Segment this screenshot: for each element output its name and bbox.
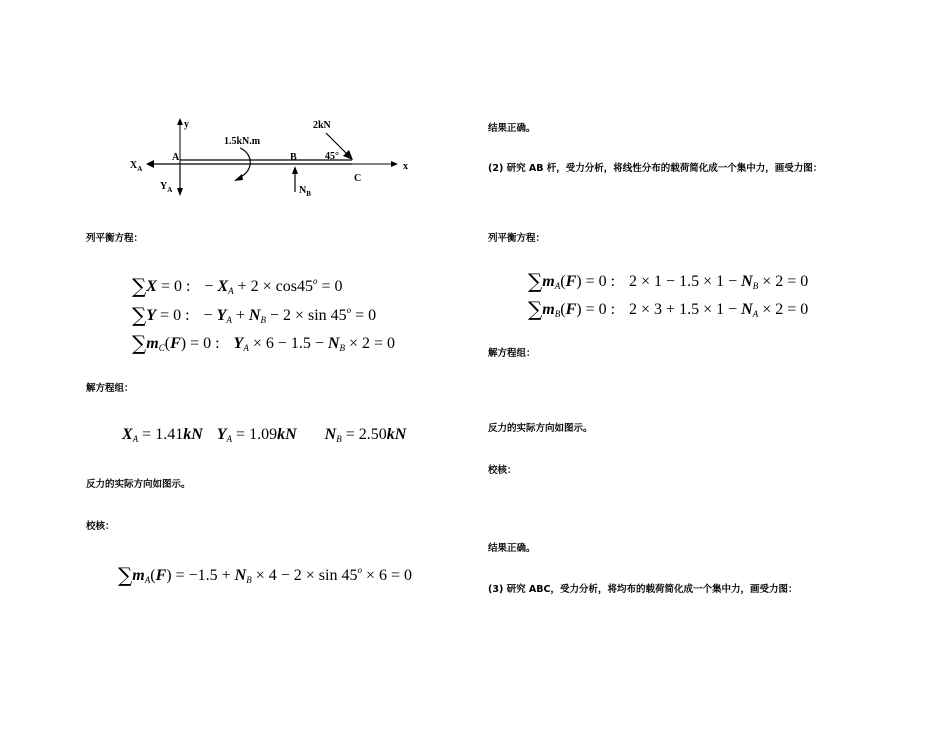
y-axis-arrow	[177, 118, 183, 125]
angle-label: 45°	[325, 151, 339, 162]
right-part2-text: (2) 研究 AB 杆，受力分析，将线性分布的载荷简化成一个集中力，画受力图：	[488, 163, 823, 174]
x-axis-label: x	[403, 161, 408, 172]
left-heading-solve: 解方程组：	[86, 383, 134, 394]
point-b-label: B	[290, 152, 297, 163]
y-axis-label: y	[184, 119, 189, 130]
point-a-label: A	[172, 152, 180, 163]
right-heading-check: 校核：	[488, 465, 517, 476]
right-equation-1: $\sum m_A(F) = 0$ : $2 \times 1 - 1.5 \times 1 - N_B \times 2 = 0$	[528, 269, 809, 293]
left-reaction-text: 反力的实际方向如图示。	[86, 479, 191, 490]
moment-arrow	[234, 174, 243, 181]
right-equation-2: $\sum m_B(F) = 0$ : $2 \times 3 + 1.5 \times 1 - N_A \times 2 = 0$	[528, 297, 809, 321]
right-result-ok-1: 结果正确。	[488, 123, 536, 134]
moment-arc	[238, 148, 250, 178]
left-equation-1: ∑X = 0 : − $X_A + 2 \times \cos 45^o = 0$	[132, 274, 343, 298]
right-reaction-text: 反力的实际方向如图示。	[488, 423, 593, 434]
left-solution: $X_A = 1.41kN$ $Y_A = 1.09kN$ $N_B = 2.50kN$	[122, 426, 407, 444]
nb-label: $N_B$	[299, 185, 311, 198]
force-label: 2kN	[313, 120, 331, 131]
left-heading-equations: 列平衡方程：	[86, 233, 144, 244]
left-equation-3: $\sum m_C(F) = 0$ : $Y_A \times 6 - 1.5 - N_B \times 2 = 0$	[132, 331, 396, 355]
right-result-ok-2: 结果正确。	[488, 543, 536, 554]
nb-force-arrow	[292, 166, 298, 174]
ya-label: $Y_A$	[160, 181, 173, 194]
left-equation-2: ∑Y = 0 : − $Y_A + N_B - 2 \times \sin 45^o = 0$	[132, 303, 377, 327]
right-part3-text: (3) 研究 ABC，受力分析，将均布的载荷简化成一个集中力，画受力图：	[488, 584, 798, 595]
point-c-label: C	[354, 173, 362, 184]
right-heading-equations: 列平衡方程：	[488, 233, 546, 244]
left-heading-check: 校核：	[86, 521, 115, 532]
left-check-equation: $\sum m_A(F) = -1.5 + N_B \times 4 - 2 \times \sin 45^o \times 6 = 0$	[118, 563, 412, 587]
xa-label: $X_A$	[130, 160, 143, 173]
right-heading-solve: 解方程组：	[488, 348, 536, 359]
moment-label: 1.5kN.m	[224, 136, 261, 147]
free-body-diagram	[120, 110, 420, 205]
ya-force-arrow	[177, 188, 183, 196]
x-axis-arrow	[391, 161, 398, 167]
xa-force-arrow	[146, 160, 154, 168]
